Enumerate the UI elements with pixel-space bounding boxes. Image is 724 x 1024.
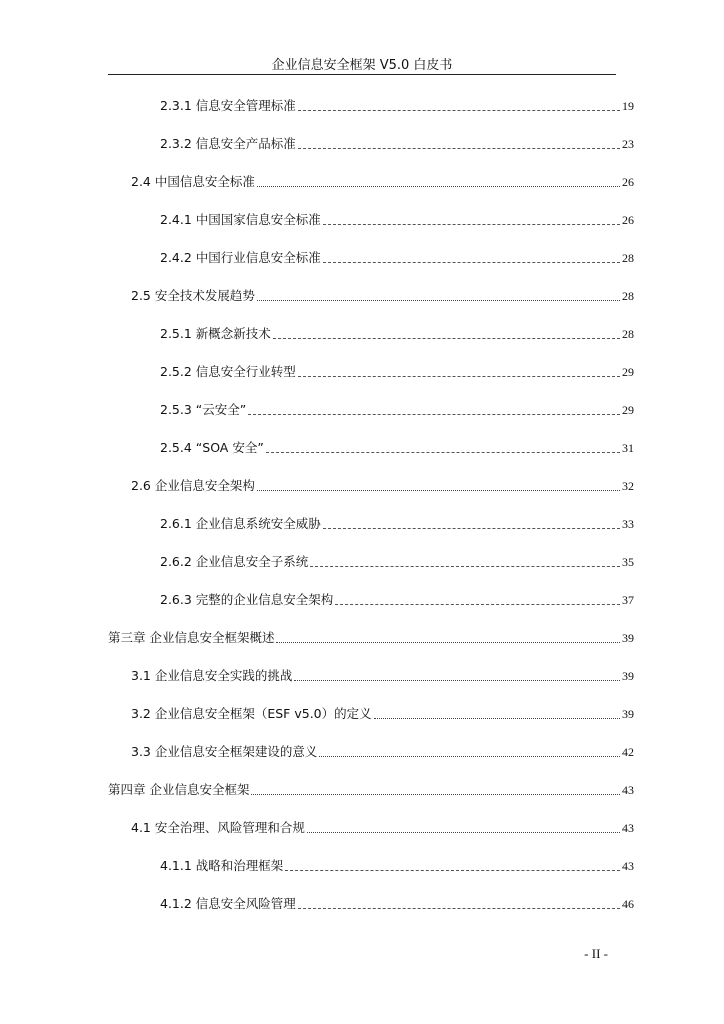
toc-entry-page: 32 (622, 479, 634, 493)
toc-leader (335, 604, 620, 605)
toc-entry-page: 28 (622, 289, 634, 303)
toc-leader (298, 110, 620, 111)
toc-entry-title: 2.6 企业信息安全架构 (131, 478, 255, 493)
toc-entry-page: 23 (622, 137, 634, 151)
toc-leader (285, 870, 620, 871)
toc-entry-title: 4.1.2 信息安全风险管理 (160, 896, 296, 911)
toc-entry[interactable] (160, 440, 634, 456)
toc-entry-title: 2.4.2 中国行业信息安全标准 (160, 250, 321, 265)
toc-leader (310, 566, 620, 567)
toc-leader (298, 148, 620, 149)
toc-leader (323, 224, 620, 225)
toc-entry-page: 39 (622, 631, 634, 645)
toc-entry-page: 26 (622, 175, 634, 189)
toc-entry-title: 2.6.2 企业信息安全子系统 (160, 554, 309, 569)
toc-leader (257, 300, 620, 301)
toc-entry[interactable] (160, 326, 634, 342)
toc-entry[interactable] (160, 364, 634, 380)
toc-entry-page: 35 (622, 555, 634, 569)
toc-entry-title: 第三章 企业信息安全框架概述 (108, 630, 275, 645)
toc-entry-page: 28 (622, 251, 634, 265)
toc-leader (273, 338, 620, 339)
toc-entry-title: 3.3 企业信息安全框架建设的意义 (131, 744, 318, 759)
toc-entry-title: 3.2 企业信息安全框架（ESF v5.0）的定义 (131, 706, 372, 721)
toc-leader (374, 718, 620, 719)
toc-leader (298, 908, 620, 909)
toc-leader (323, 528, 620, 529)
toc-entry-title: 2.5.2 信息安全行业转型 (160, 364, 296, 379)
toc-entry[interactable] (160, 516, 634, 532)
toc-entry[interactable] (160, 250, 634, 266)
toc-entry[interactable] (108, 630, 634, 646)
toc-entry-page: 26 (622, 213, 634, 227)
toc-entry-page: 29 (622, 403, 634, 417)
toc-leader (257, 490, 620, 491)
toc-entry-title: 2.6.3 完整的企业信息安全架构 (160, 592, 334, 607)
toc-entry[interactable] (160, 592, 634, 608)
toc-entry-title: 2.3.2 信息安全产品标准 (160, 136, 296, 151)
toc-entry[interactable] (131, 706, 634, 722)
toc-entry[interactable] (131, 668, 634, 684)
toc-entry-title: 2.5 安全技术发展趋势 (131, 288, 255, 303)
toc-entry[interactable] (131, 820, 634, 836)
page-header-title: 企业信息安全框架 V5.0 白皮书 (271, 58, 453, 73)
toc-leader (319, 756, 620, 757)
toc-leader (276, 642, 620, 643)
toc-entry-title: 2.5.4 “SOA 安全” (160, 440, 264, 455)
toc-leader (298, 376, 620, 377)
toc-entry[interactable] (160, 136, 634, 152)
toc-entry-title: 2.6.1 企业信息系统安全威胁 (160, 516, 321, 531)
toc-entry-title: 3.1 企业信息安全实践的挑战 (131, 668, 293, 683)
toc-entry[interactable] (160, 554, 634, 570)
toc-entry-title: 第四章 企业信息安全框架 (108, 782, 250, 797)
toc-entry[interactable] (160, 858, 634, 874)
toc-entry-page: 46 (622, 897, 634, 911)
toc-entry-page: 43 (622, 821, 634, 835)
toc-entry[interactable] (108, 782, 634, 798)
toc-entry[interactable] (131, 478, 634, 494)
toc-entry-page: 43 (622, 859, 634, 873)
page-number: - II - (584, 946, 608, 961)
toc-entry-page: 39 (622, 707, 634, 721)
toc-entry-page: 43 (622, 783, 634, 797)
toc-entry-title: 4.1 安全治理、风险管理和合规 (131, 820, 305, 835)
toc-entry-title: 2.3.1 信息安全管理标准 (160, 98, 296, 113)
toc-entry-page: 33 (622, 517, 634, 531)
toc-entry-title: 2.4 中国信息安全标准 (131, 174, 255, 189)
toc-leader (294, 680, 620, 681)
toc-entry[interactable] (160, 98, 634, 114)
toc-entry[interactable] (131, 744, 634, 760)
toc-leader (307, 832, 620, 833)
toc-entry-title: 2.4.1 中国国家信息安全标准 (160, 212, 321, 227)
toc-entry-page: 42 (622, 745, 634, 759)
toc-entry-page: 19 (622, 99, 634, 113)
toc-leader (323, 262, 620, 263)
toc-entry[interactable] (131, 174, 634, 190)
toc-leader (251, 794, 620, 795)
toc-entry-page: 28 (622, 327, 634, 341)
toc-entry-page: 31 (622, 441, 634, 455)
toc-entry[interactable] (160, 212, 634, 228)
toc-entry-title: 2.5.1 新概念新技术 (160, 326, 271, 341)
toc-entry-page: 29 (622, 365, 634, 379)
toc-entry-title: 4.1.1 战略和治理框架 (160, 858, 284, 873)
toc-leader (266, 452, 620, 453)
toc-entry[interactable] (160, 402, 634, 418)
toc-entry-page: 37 (622, 593, 634, 607)
toc-entry[interactable] (131, 288, 634, 304)
toc-leader (257, 186, 620, 187)
toc-entry-page: 39 (622, 669, 634, 683)
toc-entry-title: 2.5.3 “云安全” (160, 402, 247, 417)
toc-entry[interactable] (160, 896, 634, 912)
toc-leader (248, 414, 620, 415)
